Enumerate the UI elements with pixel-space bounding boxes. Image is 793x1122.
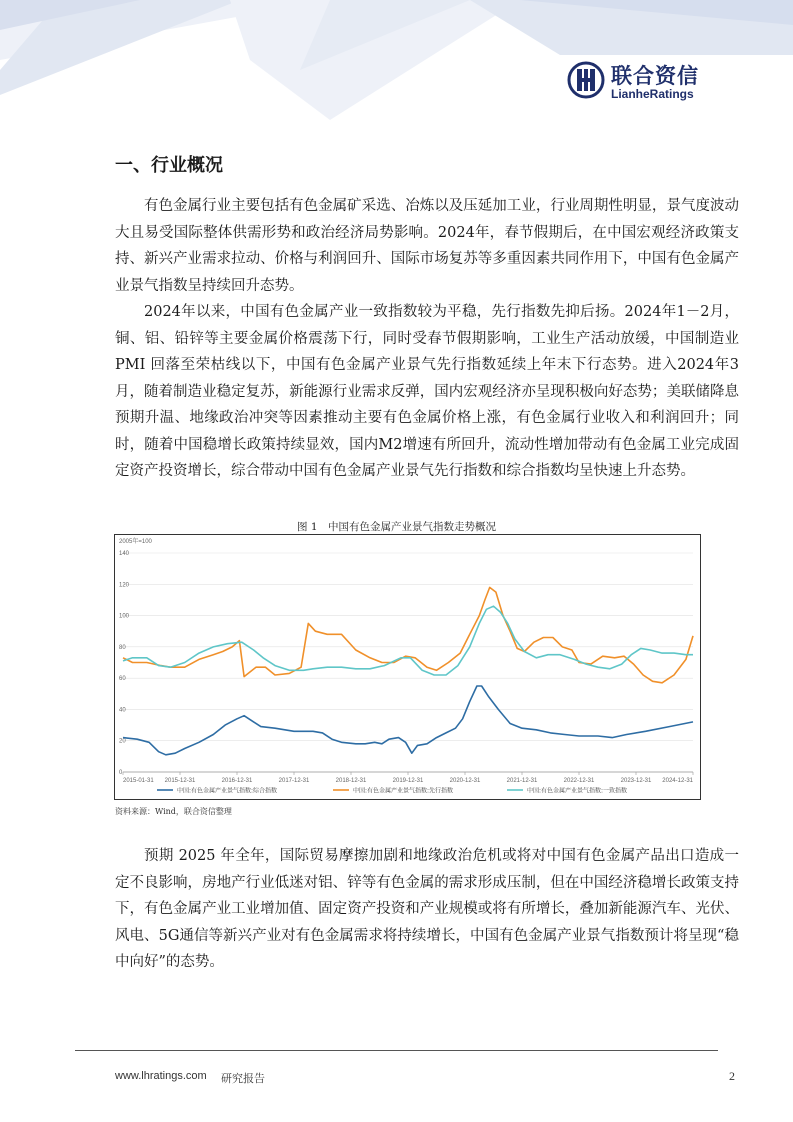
x-tick-label-6: 2020-12-31 bbox=[449, 778, 481, 784]
footer-url[interactable]: www.lhratings.com bbox=[115, 1070, 207, 1082]
chart-canvas bbox=[115, 535, 700, 799]
x-tick-label-10: 2024-12-31 bbox=[662, 778, 693, 784]
y-tick-label-6: 120 bbox=[119, 582, 130, 589]
y-tick-label-2: 40 bbox=[119, 707, 126, 714]
x-tick-label-9: 2023-12-31 bbox=[620, 778, 652, 784]
composite-index-line bbox=[123, 686, 693, 755]
page-number: 2 bbox=[729, 1069, 735, 1083]
coincident-index-line bbox=[123, 606, 693, 675]
x-tick-label-2: 2016-12-31 bbox=[221, 778, 253, 784]
figure-source: 资料来源：Wind，联合资信整理 bbox=[115, 807, 232, 816]
company-logo bbox=[567, 60, 717, 104]
legend-label-0: 中国:有色金属产业景气指数:综合指数 bbox=[177, 787, 278, 795]
figure-caption: 图 1 中国有色金属产业景气指数走势概况 bbox=[296, 521, 497, 533]
x-tick-label-1: 2015-12-31 bbox=[164, 778, 196, 784]
x-tick-label-8: 2022-12-31 bbox=[563, 778, 595, 784]
y-tick-label-4: 80 bbox=[119, 644, 126, 651]
line-chart bbox=[114, 534, 701, 800]
logo-english-name: LianheRatings bbox=[611, 87, 694, 101]
section-title: 一、行业概况 bbox=[115, 155, 223, 176]
y-tick-label-1: 20 bbox=[119, 738, 126, 745]
lianhe-logo-icon bbox=[567, 61, 605, 99]
x-tick-label-7: 2021-12-31 bbox=[506, 778, 538, 784]
y-tick-label-0: 0 bbox=[119, 770, 123, 776]
logo-chinese-name: 联合资信 bbox=[611, 64, 699, 88]
paragraph-2: 2024年以来，中国有色金属产业一致指数较为平稳，先行指数先抑后扬。2024年1－2月，铜、铝、铅锌等主要金属价格震荡下行，同时受春节假期影响，工业生产活动放缓，中国制造业 PMI 回落至荣枯线以下，中国有色金属产业景气先行指数延续上年末下行态势。进入2024年3月，随着制造业稳定复苏，新能源行业需求反弹，国内宏观经济亦呈现积极向好态势；美联储降息预期升温、地缘政治冲突等因素推动主要有色金属价格上涨，有色金属行业收入和利润回升；同时，随着中国稳增长政策持续显效，国内M2增速有所回升，流动性增加带动有色金属工业完成固定资产投资增长，综合带动中国有色金属产业景气先行指数和综合指数均呈快速上升态势。 bbox=[115, 304, 739, 479]
legend-label-1: 中国:有色金属产业景气指数:先行指数 bbox=[353, 787, 454, 795]
x-tick-label-0: 2015-01-31 bbox=[123, 778, 154, 784]
x-tick-label-5: 2019-12-31 bbox=[392, 778, 424, 784]
footer-divider bbox=[75, 1050, 718, 1051]
chart-unit-label: 2005年=100 bbox=[119, 539, 152, 545]
x-tick-label-3: 2017-12-31 bbox=[278, 778, 310, 784]
footer-label: 研究报告 bbox=[221, 1072, 265, 1085]
y-tick-label-7: 140 bbox=[119, 551, 130, 557]
paragraph-3: 预期 2025 年全年，国际贸易摩擦加剧和地缘政治危机或将对中国有色金属产品出口造成一定不良影响，房地产行业低迷对铝、锌等有色金属的需求形成压制，但在中国经济稳增长政策支持下，有色金属产业工业增加值、固定资产投资和产业规模或将有所增长，叠加新能源汽车、光伏、风电、5G通信等新兴产业对有色金属需求将持续增长，中国有色金属产业景气指数预计将呈现“稳中向好”的态势。 bbox=[115, 848, 739, 970]
paragraph-1: 有色金属行业主要包括有色金属矿采选、冶炼以及压延加工业，行业周期性明显，景气度波动大且易受国际整体供需形势和政治经济局势影响。2024年，春节假期后，在中国宏观经济政策支持、新兴产业需求拉动、价格与利润回升、国际市场复苏等多重因素共同作用下，中国有色金属产业景气指数呈持续回升态势。 bbox=[115, 198, 739, 294]
y-tick-label-3: 60 bbox=[119, 676, 126, 683]
x-tick-label-4: 2018-12-31 bbox=[335, 778, 367, 784]
legend-label-2: 中国:有色金属产业景气指数:一致指数 bbox=[527, 787, 628, 795]
y-tick-label-5: 100 bbox=[119, 613, 130, 620]
